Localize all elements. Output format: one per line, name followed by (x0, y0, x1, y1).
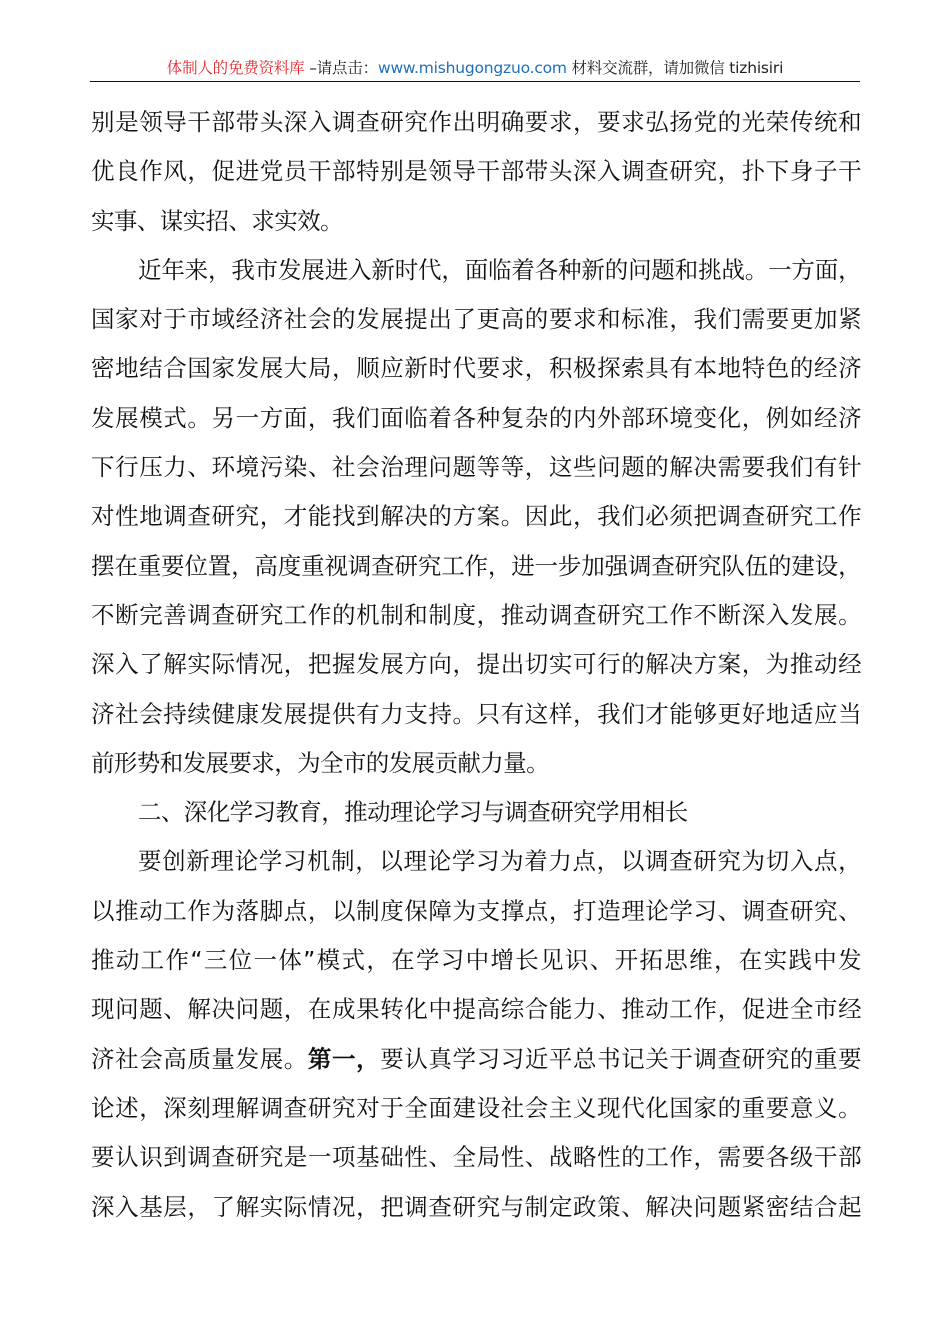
text-line: 深入了解实际情况，把握发展方向，提出切实可行的解决方案，为推动经 (91, 650, 861, 679)
text-line: 推动工作“三位一体”模式，在学习中增长见识、开拓思维，在实践中发 (91, 946, 861, 975)
text-line-with-bold (91, 1035, 861, 1084)
text-line: 不断完善调查研究工作的机制和制度，推动调查研究工作不断深入发展。 (91, 600, 861, 629)
text-line: 现问题、解决问题，在成果转化中提高综合能力、推动工作，促进全市经 (91, 995, 861, 1024)
header-brand-text: 体制人的免费资料库 (166, 59, 305, 77)
header-wechat-text: 材料交流群，请加微信 tizhisiri (566, 59, 784, 77)
bold-emphasis: 第一， (307, 1044, 381, 1073)
text-line: 摆在重要位置，高度重视调查研究工作，进一步加强调查研究队伍的建设， (91, 551, 861, 580)
text-line: 前形势和发展要求，为全市的发展贡献力量。 (91, 748, 549, 777)
text-line: 实事、谋实招、求实效。 (91, 206, 343, 235)
text-line: 论述，深刻理解调查研究对于全面建设社会主义现代化国家的重要意义。 (91, 1093, 861, 1122)
text-line: 优良作风，促进党员干部特别是领导干部带头深入调查研究，扑下身子干 (91, 157, 861, 186)
header-website-link[interactable]: www.mishugongzuo.com (377, 59, 567, 77)
document-body (91, 98, 861, 1232)
text-line: 别是领导干部带头深入调查研究作出明确要求，要求弘扬党的光荣传统和 (91, 108, 861, 136)
text-line: 密地结合国家发展大局，顺应新时代要求，积极探索具有本地特色的经济 (91, 354, 861, 383)
text-segment: 济社会高质量发展。 (91, 1044, 308, 1073)
paragraph-2 (91, 246, 861, 788)
text-line: 济社会持续健康发展提供有力支持。只有这样，我们才能够更好地适应当 (91, 699, 861, 728)
text-line: 下行压力、环境污染、社会治理问题等等，这些问题的解决需要我们有针 (91, 453, 861, 482)
text-line: 国家对于市域经济社会的发展提出了更高的要求和标准，我们需要更加紧 (91, 305, 861, 334)
text-line: 对性地调查研究，才能找到解决的方案。因此，我们必须把调查研究工作 (91, 502, 861, 531)
text-line: 以推动工作为落脚点，以制度保障为支撑点，打造理论学习、调查研究、 (91, 896, 861, 925)
text-line: 发展模式。另一方面，我们面临着各种复杂的内外部环境变化，例如经济 (91, 403, 861, 432)
text-line: 要认识到调查研究是一项基础性、全局性、战略性的工作，需要各级干部 (91, 1143, 861, 1172)
page-header-banner (90, 56, 860, 82)
text-segment: 要认真学习习近平总书记关于调查研究的重要 (380, 1044, 862, 1073)
section-heading: 二、深化学习教育，推动理论学习与调查研究学用相长 (138, 798, 688, 827)
text-line: 近年来，我市发展进入新时代，面临着各种新的问题和挑战。一方面， (138, 255, 861, 284)
paragraph-3 (91, 837, 861, 1231)
paragraph-1 (91, 98, 861, 246)
text-line: 深入基层，了解实际情况，把调查研究与制定政策、解决问题紧密结合起 (91, 1192, 861, 1221)
text-line: 要创新理论学习机制，以理论学习为着力点，以调查研究为切入点， (138, 847, 861, 876)
header-separator-text: –请点击： (304, 59, 378, 77)
